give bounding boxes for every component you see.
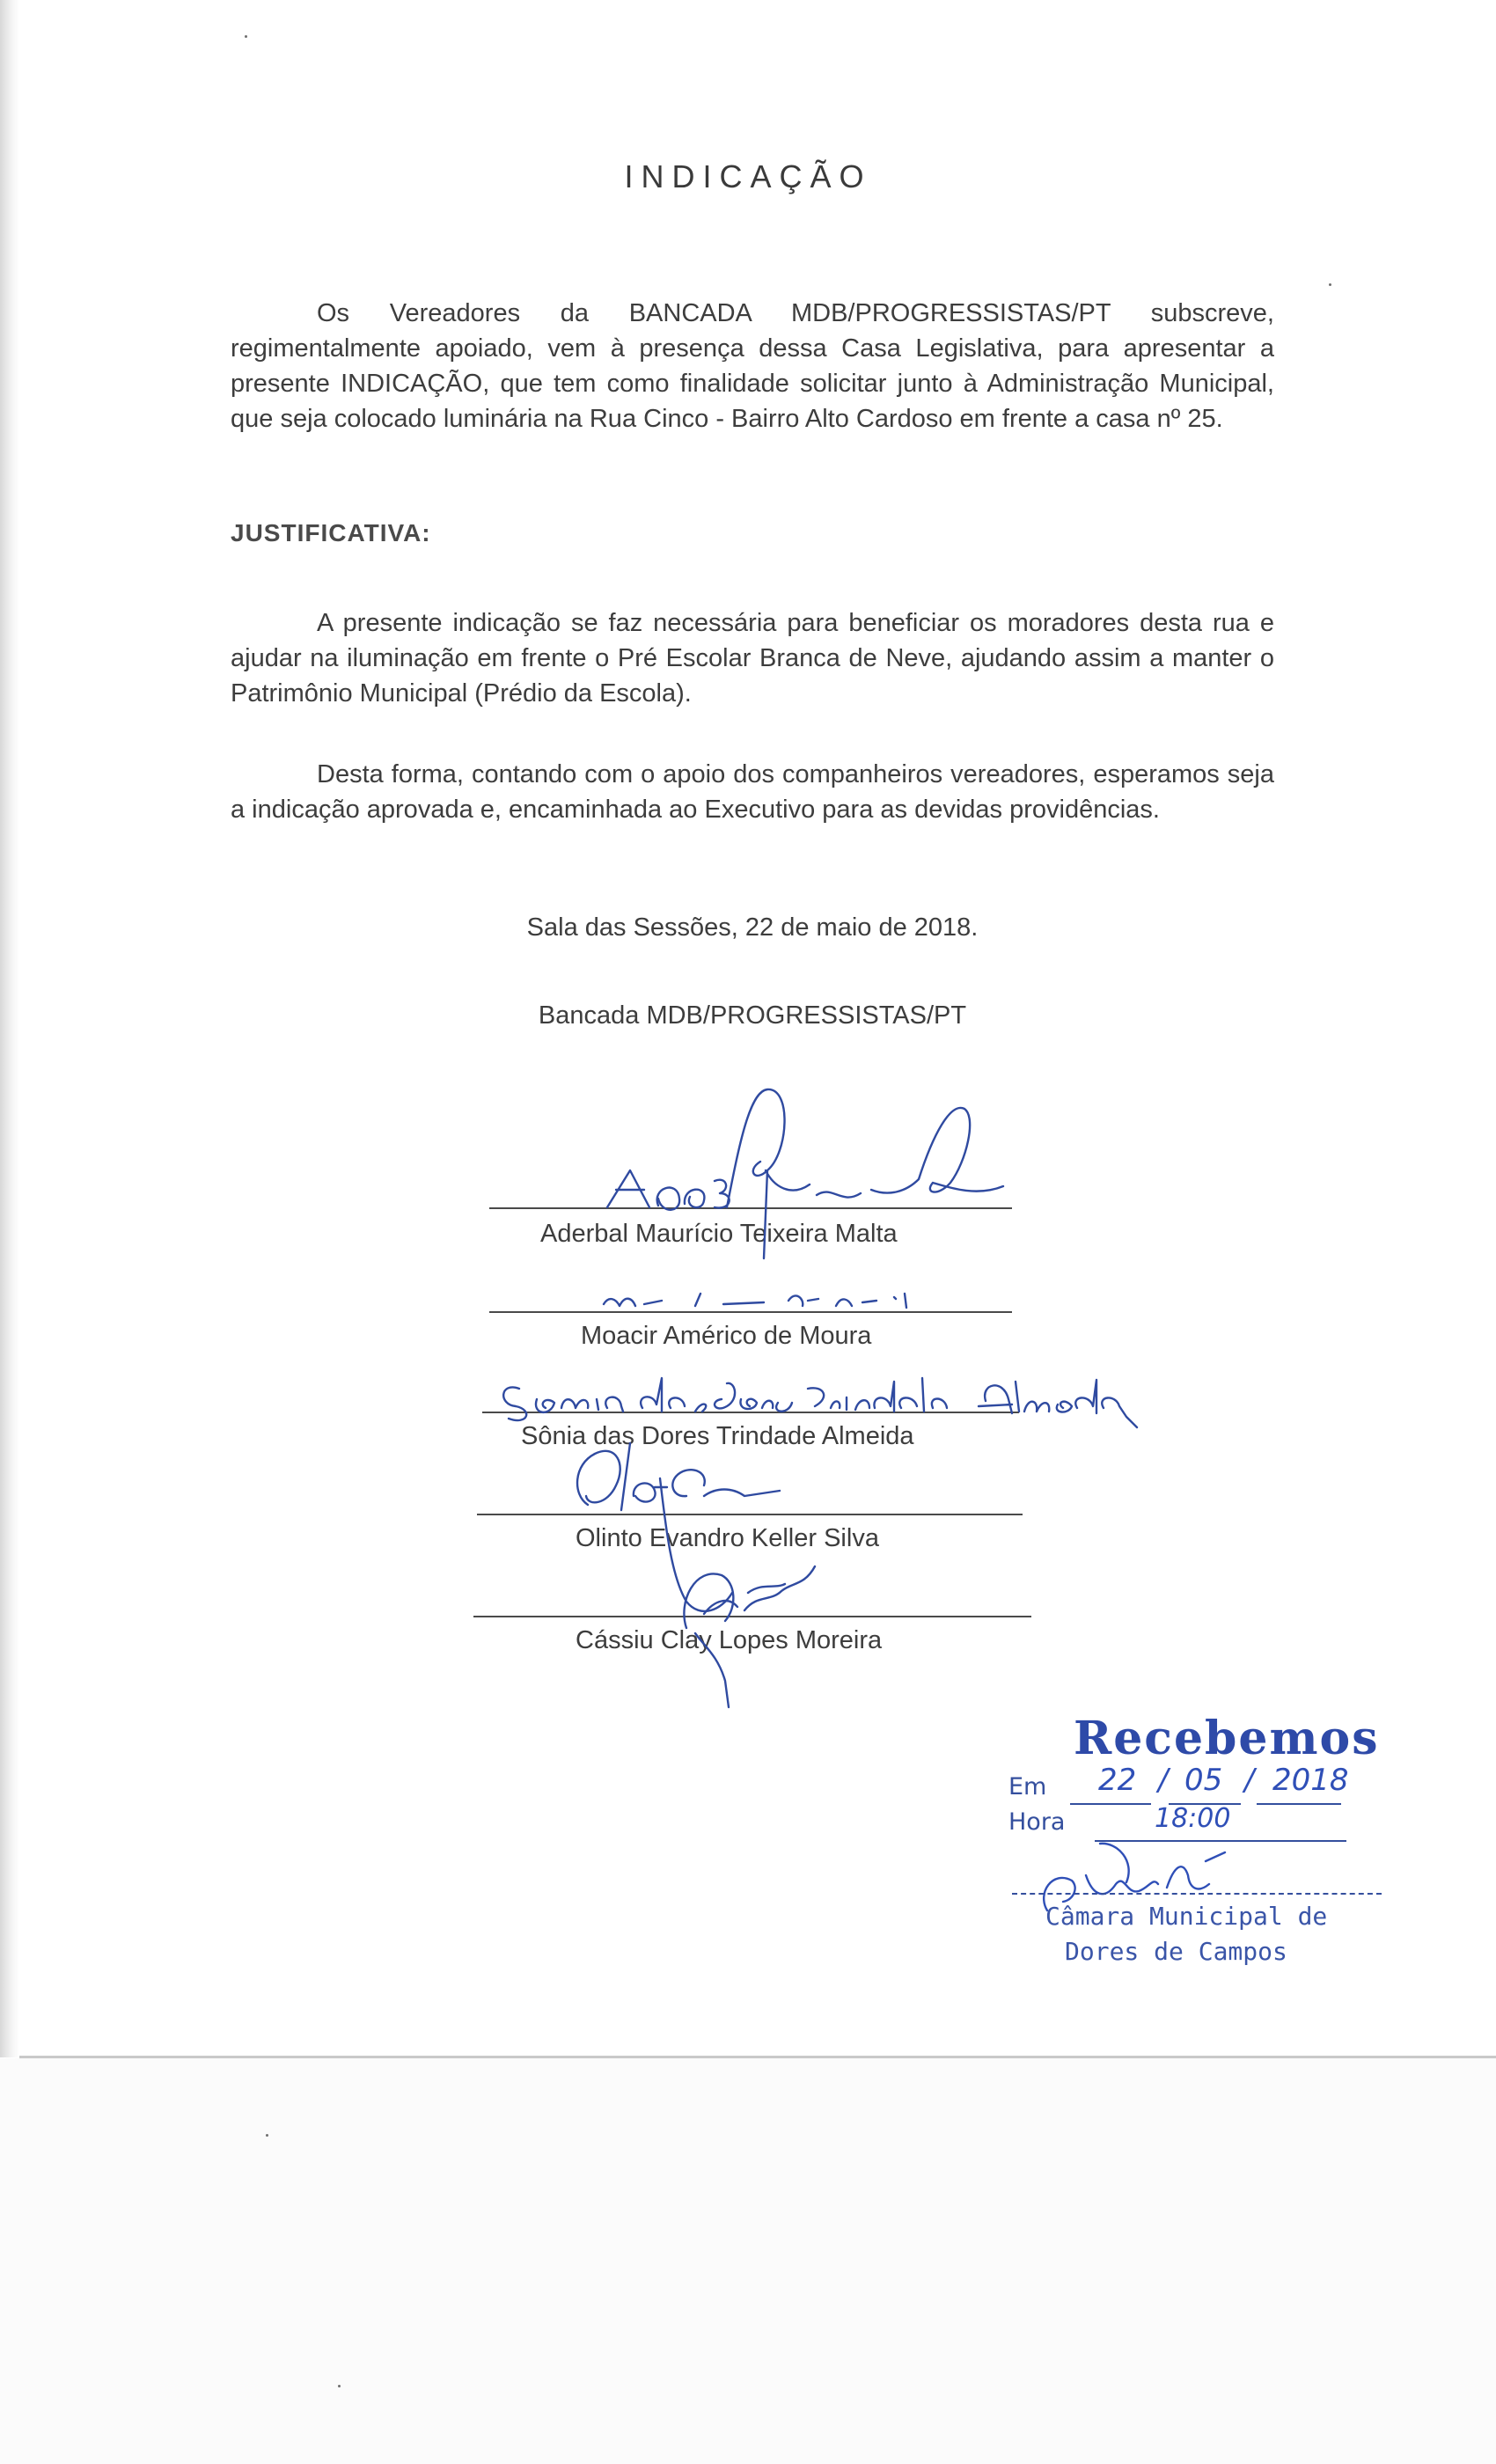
stamp-date-slash: / [1244, 1763, 1255, 1798]
scan-speck [245, 35, 247, 38]
request-paragraph-text: Os Vereadores da BANCADA MDB/PROGRESSISTAS/PT subscreve, regimentalmente apoiado, vem à presença dessa Casa Legislativa, para apresentar a presente INDICAÇÃO, que tem como finalidade solicitar junto à Administração Municipal, que seja colocado luminária na Rua Cinco - Bairro Alto Cardoso em frente a casa nº 25. [231, 299, 1274, 433]
justification-paragraph [231, 605, 1274, 711]
justification-paragraph-text: A presente indicação se faz necessária para beneficiar os moradores desta rua e ajudar na iluminação em frente o Pré Escolar Branca de Neve, ajudando assim a manter o Patrimônio Municipal (Prédio da Escola). [231, 609, 1274, 708]
stamp-time-label: Hora [1008, 1808, 1066, 1836]
stamp-date-slash: / [1158, 1763, 1169, 1798]
closing-paragraph-text: Desta forma, contando com o apoio dos companheiros vereadores, esperamos seja a indicação aprovada e, encaminhada ao Executivo para as devidas providências. [231, 760, 1274, 824]
signatory-name: Olinto Evandro Keller Silva [576, 1524, 879, 1552]
signature-sonia [503, 1378, 1137, 1427]
stamp-signature-rule [1012, 1893, 1382, 1895]
scan-edge-shadow [0, 0, 19, 2057]
stamp-time-value: 18:00 [1155, 1803, 1231, 1834]
signatory-name: Cássiu Clay Lopes Moreira [576, 1626, 883, 1654]
document-title: INDICAÇÃO [624, 158, 872, 194]
stamp-org-line-2: Dores de Campos [1065, 1937, 1287, 1966]
stamp-title: Recebemos [1074, 1712, 1380, 1765]
signature-line [482, 1412, 1019, 1413]
signatory-name: Moacir Américo de Moura [581, 1322, 872, 1350]
stamp-date-day: 22 [1098, 1763, 1137, 1798]
justification-heading: JUSTIFICATIVA: [231, 519, 431, 546]
stamp-date-month: 05 [1184, 1763, 1223, 1798]
signatory-name: Sônia das Dores Trindade Almeida [521, 1422, 914, 1450]
received-stamp [994, 1712, 1399, 1967]
signature-line [489, 1311, 1012, 1313]
scan-speck [338, 2385, 341, 2387]
signature-line [477, 1514, 1023, 1515]
signatory-name: Aderbal Maurício Teixeira Malta [540, 1220, 898, 1248]
signature-moacir [604, 1294, 906, 1308]
signature-line [473, 1616, 1031, 1617]
stamp-org-line-1: Câmara Municipal de [1045, 1902, 1328, 1931]
stamp-date-year: 2018 [1272, 1763, 1349, 1798]
scan-speck [266, 2134, 268, 2137]
scanner-bed-area [0, 2058, 1496, 2464]
signature-line [489, 1207, 1012, 1209]
stamp-date-label: Em [1008, 1773, 1047, 1800]
request-paragraph [231, 296, 1274, 436]
scan-speck [1329, 283, 1331, 286]
session-date-line: Sala das Sessões, 22 de maio de 2018. [526, 913, 979, 942]
bancada-line: Bancada MDB/PROGRESSISTAS/PT [538, 1001, 967, 1030]
closing-paragraph [231, 757, 1274, 827]
